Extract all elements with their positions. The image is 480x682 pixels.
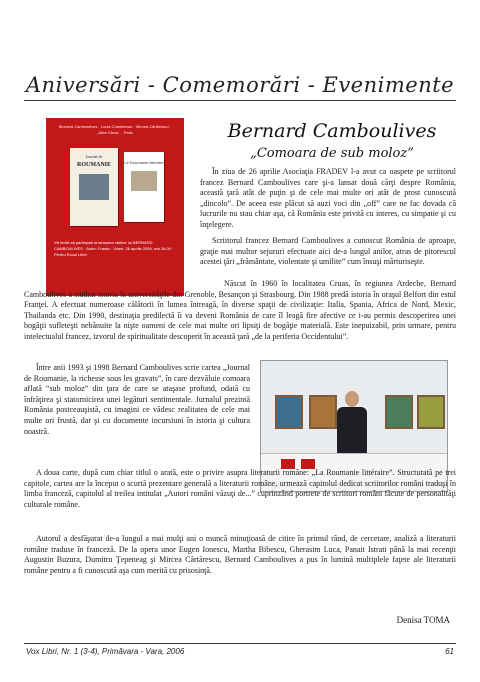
photo-painting-3	[385, 395, 413, 429]
footer-divider	[24, 643, 456, 644]
book2-title: Le Roumanie littéraire	[124, 160, 164, 165]
article-paragraph-3: Născut în 1960 în localitatea Cruas, în regiunea Ardeche, Bernard Camboulives a studiat istoria la universităţile din Grenoble, Besançon şi Strasbourg. Din 1988 predă istoria în oraşul Belfort din estul Franţei. A efectuat numeroase călătorii în lumea întreagă, în diverse spaţii de civilizaţie: Italia, Spania, Africa de Nord, Mexic, Thailanda etc. Din 1990, destinaţia predilectă îi va deveni România de care îl leagă fire afective ce i-au permis descoperirea unei bogăţii sufleteşti nebănuite la nişte oameni de cele mai multe ori lipsiţi de bogăţie materială. Este inepuizabil, prin urmare, pentru intelectualul francez, izvorul de spiritualitate descoperit în această ţară „de la periferia Occidentului”.	[24, 279, 456, 341]
footer-publication: Vox Libri, Nr. 1 (3-4), Primăvara - Vara, 2006	[26, 647, 185, 656]
book-cover-roumanie-litteraire	[124, 152, 164, 222]
book1-small-title: Journal de	[85, 154, 103, 159]
photo-speaker-head	[345, 391, 359, 407]
article-title: Bernard Camboulives	[227, 120, 437, 142]
book2-cover-art	[131, 171, 157, 191]
article-paragraph-6: Autorul a desfăşurat de-a lungul a mai mulţi ani o muncă minuţioasă de citire în primul rând, de cercetare, analiză a literaturii române traduse în franceză. De la opera unor Eugen Ionescu, Martha Bibescu, Gherasim Luca, Panait Istrati până la mai recenţii Augustin Buzura, Dumitru Ţepeneag şi Mircea Cărtărescu, Bernard Camboulives a pus în lumină multiplele faţete ale literaturii române pentru a fi cunoscută aşa cum merită cu prisosinţă.	[24, 534, 456, 575]
header-divider	[24, 100, 456, 101]
poster-bottom-text: Vă invită să participați la lansarea cărților lui BERNARD CAMBOULIVES · Autor: Franța · Vineri, 26 aprilie 2006, ora 16.00 · Pentru Ecoul Liber	[54, 240, 174, 257]
photo-painting-4	[417, 395, 445, 429]
page-number: 61	[445, 647, 454, 656]
section-header: Aniversări - Comemorări - Evenimente	[25, 73, 455, 97]
article-paragraph-2: Scriitorul francez Bernard Camboulives a cunoscut România de aproape, graţie mai multor sejururi efectuate aici de-a lungul anilor, atras de pitorescul acestei ţări „frământate, violentate şi umilite” cum însuşi mărturiseşte.	[200, 236, 456, 267]
poster-books	[54, 142, 176, 234]
book-cover-journal	[70, 148, 118, 226]
article-subtitle: „Comoara de sub moloz”	[250, 146, 414, 161]
author-signature: Denisa TOMA	[396, 615, 450, 625]
article-paragraph-5: A doua carte, după cum chiar titlul o arată, este o privire asupra literaturii române: „La Roumanie littéraire”. Structurată pe trei capitole, cartea are la început o scurtă prezentare generală a literaturii române, urmează capitolul dedicat scriitorilor români traduşi în limba franceză, capitolul al treilea intitulat „Autori români văzuţi de...” cuprinzând portrete de scriitori români făcute de personalităţi culturale române.	[24, 468, 456, 509]
article-paragraph-4: Între anii 1993 şi 1998 Bernard Camboulives scrie cartea „Journal de Roumanie, la richesse sous les gravats”, în care dezvăluie comoara aflată “sub moloz” din ţara de care se ataşase profund, odată cu înfrăţirea şi statornicirea unei legături sentimentale. Jurnalul prezintă România postceauşistă, cu imagini ce vădesc realitatea de cele mai multe ori frustă, dar şi cu documente incursiuni în istoria şi cultura noastră.	[24, 363, 250, 436]
photo-painting-2	[309, 395, 337, 429]
book1-title: ROUMANIE	[77, 162, 111, 168]
book1-cover-art	[79, 174, 109, 200]
poster-top-text: Bernard Camboulives · Louis Chantereau · Mircea Cărtărescu · „Alice Dinca ... Paris	[58, 124, 172, 135]
article-paragraph-1: În ziua de 26 aprilie Asociaţia FRADEV l-a avut ca oaspete pe scriitorul francez Bernard Camboulives care şi-a lansat două cărţi despre România, această ţară atât de puţin şi de cele mai multe ori atât de prost cunoscută „dincolo”. De aceea este plăcut să auzi voci din „off” care ne fac dovada că lucrurile nu stau chiar aşa, că România este privită cu interes, cu simpatie şi cu înţelegere.	[200, 167, 456, 229]
event-poster-image	[46, 118, 184, 296]
photo-painting-1	[275, 395, 303, 429]
